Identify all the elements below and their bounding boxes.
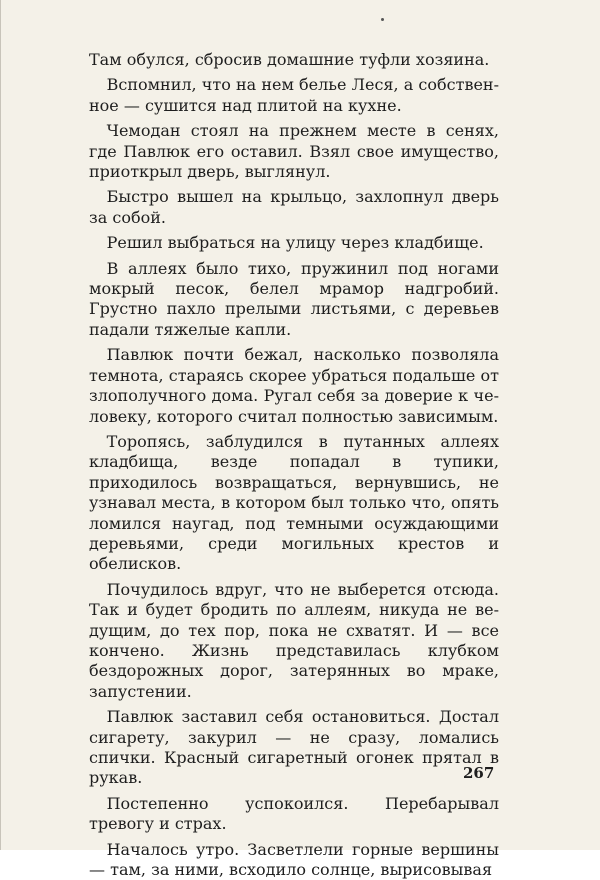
paragraph: Постепенно успокоился. Перебарывал тревогу и страх. [89,793,499,834]
paragraph: Быстро вышел на крыльцо, захлопнул дверь за собой. [89,187,499,227]
paragraph: Там обулся, сбросив домашние туфли хозяина. [89,50,490,69]
paragraph: Павлюк заставил себя остановиться. Достал сигарету, закурил — не сразу, ломались спички. Красный сигаретный огонек прятал в рукав. [89,707,499,788]
print-speck [381,18,384,21]
paragraph: Вспомнил, что на нем белье Леся, а собственное — сушится над плитой на кухне. [89,75,499,115]
paragraph: Началось утро. Засветлели горные вершины — там, за ними, всходило солнце, вырисовывая [89,839,499,880]
paragraph: В аллеях было тихо, пружинил под ногами мокрый песок, белел мрамор надгробий. Грустно пахло прелыми листьями, с деревьев падали тяжелые капли. [89,258,499,339]
body-text [89,50,499,880]
paragraph: Торопясь, заблудился в путанных аллеях кладбища, везде попадал в тупики, приходилось возвращаться, вернувшись, не узнавал места, в котором был только что, опять ломился наугад, под темными осуждающими деревьями, среди могильных крестов и обелисков. [89,431,499,574]
paragraph: Павлюк почти бежал, насколько позволяла темнота, стараясь скорее убраться подальше от злополучного дома. Ругал себя за доверие к человеку, которого считал полностью зависимым. [89,345,499,426]
paragraph: Почудилось вдруг, что не выберется отсюда. Так и будет бродить по аллеям, никуда не ведущим, до тех пор, пока не схватят. И — все кончено. Жизнь представилась клубком бездорожных дорог, затерянных во мраке, запустении. [89,579,499,701]
page-number: 267 [463,764,495,782]
paragraph: Решил выбраться на улицу через кладбище. [106,233,484,253]
paragraph: Чемодан стоял на прежнем месте в сенях, где Павлюк его оставил. Взял свое имущество, приоткрыл дверь, выглянул. [89,121,499,182]
